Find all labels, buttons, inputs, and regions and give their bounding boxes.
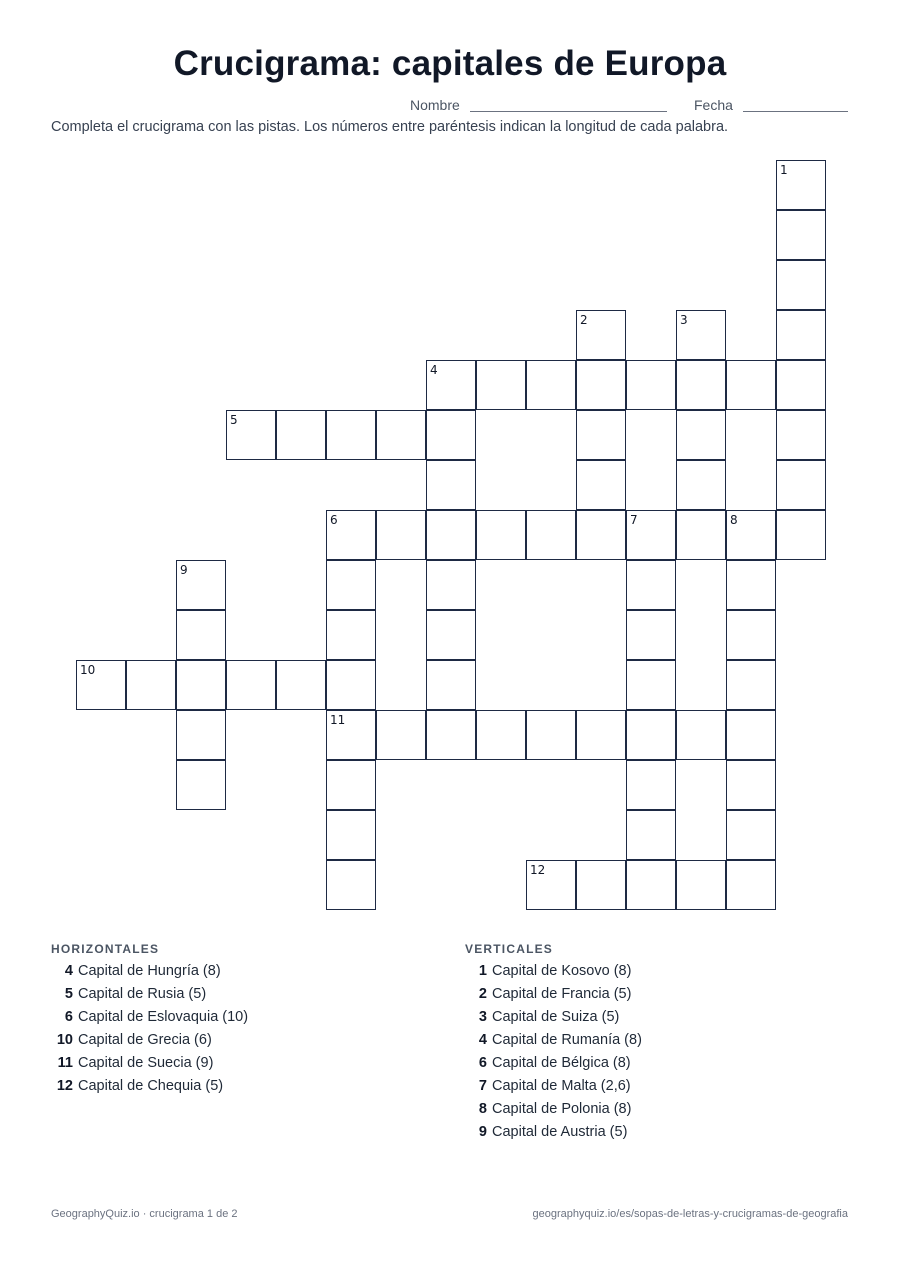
grid-cell[interactable] [626, 610, 676, 660]
clue-number: 11 [57, 1055, 73, 1071]
grid-cell[interactable] [676, 410, 726, 460]
clue-number-label: 9 [180, 563, 188, 577]
clue-text: Capital de Chequia (5) [78, 1078, 224, 1094]
grid-cell[interactable] [476, 710, 526, 760]
grid-cell[interactable] [726, 560, 776, 610]
grid-cell[interactable] [426, 660, 476, 710]
grid-cell[interactable] [226, 410, 276, 460]
clue-number-label: 2 [580, 313, 588, 327]
grid-cell[interactable] [676, 360, 726, 410]
clue-number-label: 3 [680, 313, 688, 327]
grid-cell[interactable] [276, 410, 326, 460]
name-label: Nombre [410, 97, 460, 113]
grid-cell[interactable] [576, 510, 626, 560]
across-clue [51, 963, 248, 986]
grid-cell[interactable] [376, 510, 426, 560]
grid-cell[interactable] [626, 560, 676, 610]
clue-number-label: 7 [630, 513, 638, 527]
clue-number-label: 4 [430, 363, 438, 377]
date-label: Fecha [694, 97, 733, 113]
clue-number: 7 [478, 1078, 487, 1094]
clue-number-label: 11 [330, 713, 346, 727]
grid-cell[interactable] [176, 560, 226, 610]
grid-cell[interactable] [626, 810, 676, 860]
grid-cell[interactable] [526, 510, 576, 560]
grid-cell[interactable] [676, 510, 726, 560]
grid-cell[interactable] [526, 860, 576, 910]
clue-text: Capital de Suecia (9) [78, 1055, 214, 1071]
grid-cell[interactable] [426, 510, 476, 560]
clue-number: 9 [478, 1124, 487, 1140]
grid-cell[interactable] [626, 760, 676, 810]
grid-cell[interactable] [626, 710, 676, 760]
down-clue [465, 1124, 642, 1147]
clue-number-label: 8 [730, 513, 738, 527]
grid-cell[interactable] [676, 860, 726, 910]
clue-number: 10 [56, 1032, 73, 1048]
page-title: Crucigrama: capitales de Europa [173, 44, 727, 83]
grid-cell[interactable] [776, 160, 826, 210]
clue-number: 3 [478, 1009, 487, 1025]
grid-cell[interactable] [776, 460, 826, 510]
grid-cell[interactable] [226, 660, 276, 710]
grid-cell[interactable] [576, 860, 626, 910]
grid-cell[interactable] [526, 360, 576, 410]
grid-cell[interactable] [176, 760, 226, 810]
grid-cell[interactable] [576, 710, 626, 760]
clue-number-label: 1 [780, 163, 788, 177]
grid-cell[interactable] [326, 560, 376, 610]
grid-cell[interactable] [426, 410, 476, 460]
clue-number: 4 [478, 1032, 487, 1048]
grid-cell[interactable] [726, 710, 776, 760]
clue-text: Capital de Rusia (5) [78, 986, 207, 1002]
grid-cell[interactable] [326, 760, 376, 810]
down-clue [465, 1101, 642, 1124]
grid-cell[interactable] [776, 410, 826, 460]
clue-number: 6 [64, 1009, 73, 1025]
grid-cell[interactable] [726, 760, 776, 810]
grid-cell[interactable] [626, 510, 676, 560]
grid-cell[interactable] [376, 710, 426, 760]
grid-cell[interactable] [776, 210, 826, 260]
grid-cell[interactable] [776, 510, 826, 560]
clue-text: Capital de Malta (2,6) [492, 1078, 631, 1094]
clue-text: Capital de Austria (5) [492, 1124, 628, 1140]
grid-cell[interactable] [426, 710, 476, 760]
clue-text: Capital de Kosovo (8) [492, 963, 632, 979]
grid-cell[interactable] [776, 360, 826, 410]
clue-text: Capital de Eslovaquia (10) [78, 1009, 249, 1025]
grid-cell[interactable] [476, 360, 526, 410]
grid-cell[interactable] [776, 310, 826, 360]
down-clue [465, 1078, 642, 1101]
grid-cell[interactable] [326, 710, 376, 760]
grid-cell[interactable] [426, 460, 476, 510]
grid-cell[interactable] [426, 610, 476, 660]
grid-cell[interactable] [726, 860, 776, 910]
clue-text: Capital de Polonia (8) [492, 1101, 632, 1117]
grid-cell[interactable] [526, 710, 576, 760]
across-clue [51, 1078, 248, 1101]
down-clue [465, 963, 642, 986]
grid-cell[interactable] [776, 260, 826, 310]
clue-number: 8 [478, 1101, 487, 1117]
grid-cell[interactable] [326, 410, 376, 460]
grid-cell[interactable] [126, 660, 176, 710]
clue-text: Capital de Suiza (5) [492, 1009, 620, 1025]
grid-cell[interactable] [326, 610, 376, 660]
clue-number: 4 [64, 963, 73, 979]
clue-text: Capital de Francia (5) [492, 986, 632, 1002]
grid-cell[interactable] [426, 360, 476, 410]
clue-number: 6 [478, 1055, 487, 1071]
grid-cell[interactable] [326, 660, 376, 710]
grid-cell[interactable] [676, 460, 726, 510]
grid-cell[interactable] [726, 610, 776, 660]
footer-right: geographyquiz.io/es/sopas-de-letras-y-crucigramas-de-geografia [532, 1208, 848, 1220]
clue-text: Capital de Bélgica (8) [492, 1055, 631, 1071]
grid-cell[interactable] [726, 360, 776, 410]
clue-text: Capital de Rumanía (8) [492, 1032, 642, 1048]
grid-cell[interactable] [426, 560, 476, 610]
grid-cell[interactable] [326, 810, 376, 860]
across-clue [51, 1032, 248, 1055]
grid-cell[interactable] [326, 860, 376, 910]
clue-text: Capital de Grecia (6) [78, 1032, 212, 1048]
grid-cell[interactable] [176, 710, 226, 760]
grid-cell[interactable] [176, 660, 226, 710]
across-clue [51, 1009, 248, 1032]
across-clue [51, 1055, 248, 1078]
clue-number: 5 [64, 986, 73, 1002]
grid-cell[interactable] [76, 660, 126, 710]
grid-cell[interactable] [326, 510, 376, 560]
instructions: Completa el crucigrama con las pistas. Los números entre paréntesis indican la longitud de cada palabra. [51, 119, 729, 135]
grid-cell[interactable] [626, 360, 676, 410]
clue-number-label: 12 [530, 863, 546, 877]
grid-cell[interactable] [726, 660, 776, 710]
down-clue [465, 1009, 642, 1032]
grid-cell[interactable] [626, 860, 676, 910]
clue-number-label: 6 [330, 513, 338, 527]
clue-number-label: 5 [230, 413, 238, 427]
grid-cell[interactable] [476, 510, 526, 560]
grid-cell[interactable] [676, 710, 726, 760]
grid-cell[interactable] [376, 410, 426, 460]
across-heading: HORIZONTALES [51, 942, 160, 956]
clue-number: 12 [56, 1078, 73, 1094]
grid-cell[interactable] [676, 310, 726, 360]
grid-cell[interactable] [726, 810, 776, 860]
grid-cell[interactable] [176, 610, 226, 660]
clue-number: 2 [478, 986, 487, 1002]
grid-cell[interactable] [726, 510, 776, 560]
across-clue [51, 986, 248, 1009]
down-clue [465, 1032, 642, 1055]
down-heading: VERTICALES [465, 942, 554, 956]
down-clue [465, 986, 642, 1009]
clue-text: Capital de Hungría (8) [78, 963, 221, 979]
grid-cell[interactable] [576, 460, 626, 510]
footer-left: GeographyQuiz.io · crucigrama 1 de 2 [51, 1208, 238, 1220]
clue-number: 1 [478, 963, 487, 979]
down-clue [465, 1055, 642, 1078]
clue-number-label: 10 [80, 663, 96, 677]
grid-cell[interactable] [576, 360, 626, 410]
down-clue-list [465, 963, 642, 1147]
grid-cell[interactable] [576, 310, 626, 360]
across-clue-list [51, 963, 248, 1101]
grid-cell[interactable] [626, 660, 676, 710]
grid-cell[interactable] [576, 410, 626, 460]
grid-cell[interactable] [276, 660, 326, 710]
